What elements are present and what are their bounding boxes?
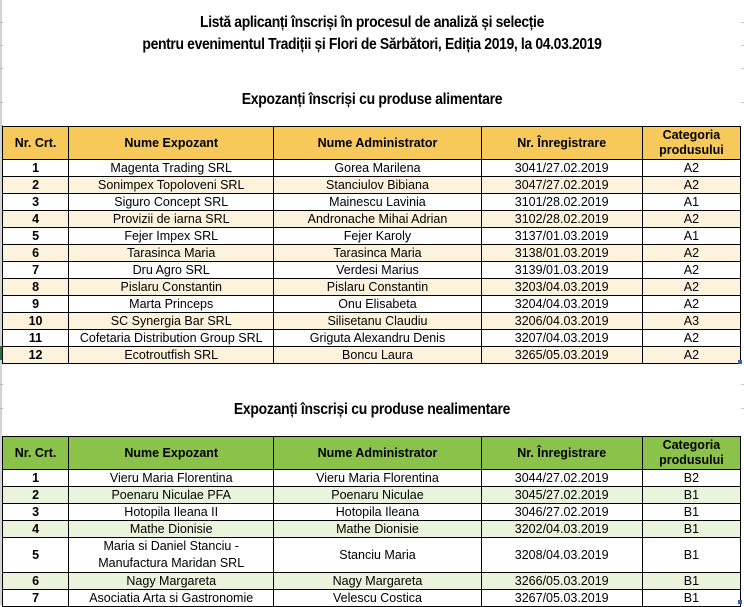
gridline-tick: [0, 384, 3, 385]
cell-categoria[interactable]: A2: [642, 245, 740, 262]
cell-nr[interactable]: 11: [3, 330, 69, 347]
cell-inregistrare[interactable]: 3206/04.03.2019: [481, 313, 642, 330]
cell-nr[interactable]: 8: [3, 279, 69, 296]
cell-expozant[interactable]: Ecotroutfish SRL: [69, 347, 274, 364]
cell-inregistrare[interactable]: 3046/27.02.2019: [481, 504, 642, 521]
cell-inregistrare[interactable]: 3047/27.02.2019: [481, 177, 642, 194]
cell-categoria[interactable]: B1: [642, 590, 740, 607]
header-expozant[interactable]: Nume Expozant: [69, 437, 274, 470]
cell-nr[interactable]: 3: [3, 504, 69, 521]
table-row: [3, 228, 741, 245]
cell-nr[interactable]: 2: [3, 177, 69, 194]
cell-nr[interactable]: 2: [3, 487, 69, 504]
table-row: [3, 487, 741, 504]
cell-administrator[interactable]: Verdesi Marius: [274, 262, 481, 279]
table-row: [3, 504, 741, 521]
cell-inregistrare[interactable]: 3204/04.03.2019: [481, 296, 642, 313]
cell-categoria[interactable]: A2: [642, 347, 740, 364]
table-resize-handle[interactable]: [738, 600, 742, 604]
cell-administrator[interactable]: Pislaru Constantin: [274, 279, 481, 296]
cell-inregistrare[interactable]: 3267/05.03.2019: [481, 590, 642, 607]
cell-expozant[interactable]: Magenta Trading SRL: [69, 160, 274, 177]
gridline-tick: [0, 22, 3, 23]
table-row: [3, 279, 741, 296]
cell-categoria[interactable]: B1: [642, 487, 740, 504]
cell-inregistrare[interactable]: 3044/27.02.2019: [481, 470, 642, 487]
cell-administrator[interactable]: Onu Elisabeta: [274, 296, 481, 313]
cell-administrator[interactable]: Stanciu Maria: [274, 538, 481, 573]
header-nr[interactable]: Nr. Crt.: [3, 127, 69, 160]
cell-nr[interactable]: 6: [3, 573, 69, 590]
header-inregistrare[interactable]: Nr. Înregistrare: [481, 437, 642, 470]
cell-administrator[interactable]: Fejer Karoly: [274, 228, 481, 245]
cell-inregistrare[interactable]: 3202/04.03.2019: [481, 521, 642, 538]
cell-expozant[interactable]: Nagy Margareta: [69, 573, 274, 590]
cell-administrator[interactable]: Stanciulov Bibiana: [274, 177, 481, 194]
header-nr[interactable]: Nr. Crt.: [3, 437, 69, 470]
header-categoria[interactable]: Categoria produsului: [642, 127, 740, 160]
cell-nr[interactable]: 4: [3, 521, 69, 538]
cell-categoria[interactable]: B1: [642, 573, 740, 590]
cell-administrator[interactable]: Boncu Laura: [274, 347, 481, 364]
table-row: [3, 573, 741, 590]
cell-administrator[interactable]: Mainescu Lavinia: [274, 194, 481, 211]
cell-inregistrare[interactable]: 3139/01.03.2019: [481, 262, 642, 279]
cell-expozant[interactable]: Tarasinca Maria: [69, 245, 274, 262]
table-row: [3, 160, 741, 177]
cell-inregistrare[interactable]: 3265/05.03.2019: [481, 347, 642, 364]
header-administrator[interactable]: Nume Administrator: [274, 437, 481, 470]
cell-nr[interactable]: 1: [3, 470, 69, 487]
cell-expozant[interactable]: Marta Princeps: [69, 296, 274, 313]
cell-administrator[interactable]: Vieru Maria Florentina: [274, 470, 481, 487]
table-row: [3, 521, 741, 538]
cell-categoria[interactable]: A1: [642, 194, 740, 211]
cell-nr[interactable]: 10: [3, 313, 69, 330]
cell-expozant[interactable]: Vieru Maria Florentina: [69, 470, 274, 487]
table-row: [3, 470, 741, 487]
cell-expozant[interactable]: Siguro Concept SRL: [69, 194, 274, 211]
food-section-title: Expozanți înscriși cu produse alimentare: [241, 91, 503, 108]
header-administrator[interactable]: Nume Administrator: [274, 127, 481, 160]
cell-expozant[interactable]: Fejer Impex SRL: [69, 228, 274, 245]
nonfood-table-body: [3, 470, 741, 607]
cell-inregistrare[interactable]: 3041/27.02.2019: [481, 160, 642, 177]
food-table-body: [3, 160, 741, 364]
table-row: [3, 262, 741, 279]
cell-nr[interactable]: 1: [3, 160, 69, 177]
table-header-row: [3, 437, 741, 470]
food-exhibitors-table: [2, 126, 741, 364]
cell-nr[interactable]: 12: [3, 347, 69, 364]
cell-expozant[interactable]: Pislaru Constantin: [69, 279, 274, 296]
table-row: [3, 330, 741, 347]
cell-inregistrare[interactable]: 3137/01.03.2019: [481, 228, 642, 245]
gridline-tick: [0, 45, 3, 46]
cell-categoria[interactable]: A2: [642, 160, 740, 177]
cell-expozant[interactable]: Dru Agro SRL: [69, 262, 274, 279]
cell-categoria[interactable]: B2: [642, 470, 740, 487]
cell-administrator[interactable]: Silisetanu Claudiu: [274, 313, 481, 330]
cell-administrator[interactable]: Mathe Dionisie: [274, 521, 481, 538]
cell-administrator[interactable]: Andronache Mihai Adrian: [274, 211, 481, 228]
cell-inregistrare[interactable]: 3208/04.03.2019: [481, 538, 642, 573]
table-row: [3, 590, 741, 607]
cell-expozant[interactable]: Hotopila Ileana II: [69, 504, 274, 521]
cell-categoria[interactable]: B1: [642, 538, 740, 573]
table-header-row: [3, 127, 741, 160]
cell-expozant[interactable]: Mathe Dionisie: [69, 521, 274, 538]
gridline-tick: [0, 125, 3, 126]
cell-administrator[interactable]: Griguta Alexandru Denis: [274, 330, 481, 347]
cell-nr[interactable]: 7: [3, 590, 69, 607]
cell-inregistrare[interactable]: 3102/28.02.2019: [481, 211, 642, 228]
cell-categoria[interactable]: A2: [642, 177, 740, 194]
cell-inregistrare[interactable]: 3138/01.03.2019: [481, 245, 642, 262]
cell-nr[interactable]: 5: [3, 538, 69, 573]
cell-categoria[interactable]: B1: [642, 504, 740, 521]
cell-administrator[interactable]: Poenaru Niculae: [274, 487, 481, 504]
cell-categoria[interactable]: A2: [642, 296, 740, 313]
cell-nr[interactable]: 3: [3, 194, 69, 211]
cell-administrator[interactable]: Nagy Margareta: [274, 573, 481, 590]
cell-administrator[interactable]: Tarasinca Maria: [274, 245, 481, 262]
cell-categoria[interactable]: A1: [642, 228, 740, 245]
cell-expozant[interactable]: Asociatia Arta si Gastronomie: [69, 590, 274, 607]
cell-categoria[interactable]: B1: [642, 521, 740, 538]
gridline-tick: [0, 408, 3, 409]
table-row: [3, 313, 741, 330]
cell-categoria[interactable]: A3: [642, 313, 740, 330]
cell-nr[interactable]: 4: [3, 211, 69, 228]
gridline-tick: [0, 68, 3, 69]
cell-expozant[interactable]: Poenaru Niculae PFA: [69, 487, 274, 504]
cell-expozant[interactable]: SC Synergia Bar SRL: [69, 313, 274, 330]
table-row: [3, 538, 741, 573]
cell-nr[interactable]: 9: [3, 296, 69, 313]
table-row: [3, 177, 741, 194]
cell-expozant[interactable]: Cofetaria Distribution Group SRL: [69, 330, 274, 347]
header-categoria[interactable]: Categoria produsului: [642, 437, 740, 470]
cell-expozant[interactable]: Provizii de iarna SRL: [69, 211, 274, 228]
table-row: [3, 296, 741, 313]
table-row: [3, 347, 741, 364]
cell-categoria[interactable]: A2: [642, 262, 740, 279]
table-row: [3, 245, 741, 262]
cell-administrator[interactable]: Gorea Marilena: [274, 160, 481, 177]
cell-administrator[interactable]: Velescu Costica: [274, 590, 481, 607]
table-resize-handle[interactable]: [738, 360, 742, 364]
cell-nr[interactable]: 5: [3, 228, 69, 245]
nonfood-section-title: Expozanți înscriși cu produse nealimentare: [233, 401, 511, 418]
cell-inregistrare[interactable]: 3266/05.03.2019: [481, 573, 642, 590]
cell-categoria[interactable]: A2: [642, 211, 740, 228]
cell-categoria[interactable]: A2: [642, 279, 740, 296]
table-row: [3, 211, 741, 228]
document-title-line2: pentru evenimentul Tradiții și Flori de Sărbători, Ediția 2019, la 04.03.2019: [142, 36, 602, 53]
nonfood-exhibitors-table: [2, 436, 741, 607]
cell-inregistrare[interactable]: 3101/28.02.2019: [481, 194, 642, 211]
cell-inregistrare[interactable]: 3207/04.03.2019: [481, 330, 642, 347]
cell-nr[interactable]: 7: [3, 262, 69, 279]
cell-expozant[interactable]: Sonimpex Topoloveni SRL: [69, 177, 274, 194]
cell-inregistrare[interactable]: 3045/27.02.2019: [481, 487, 642, 504]
cell-nr[interactable]: 6: [3, 245, 69, 262]
cell-administrator[interactable]: Hotopila Ileana: [274, 504, 481, 521]
cell-expozant[interactable]: Maria si Daniel Stanciu - Manufactura Maridan SRL: [69, 538, 274, 573]
header-inregistrare[interactable]: Nr. Înregistrare: [481, 127, 642, 160]
table-row: [3, 194, 741, 211]
cell-inregistrare[interactable]: 3203/04.03.2019: [481, 279, 642, 296]
header-expozant[interactable]: Nume Expozant: [69, 127, 274, 160]
document-title-line1: Listă aplicanți înscriși în procesul de analiză și selecție: [200, 14, 544, 31]
gridline-tick: [0, 102, 3, 103]
cell-categoria[interactable]: A2: [642, 330, 740, 347]
